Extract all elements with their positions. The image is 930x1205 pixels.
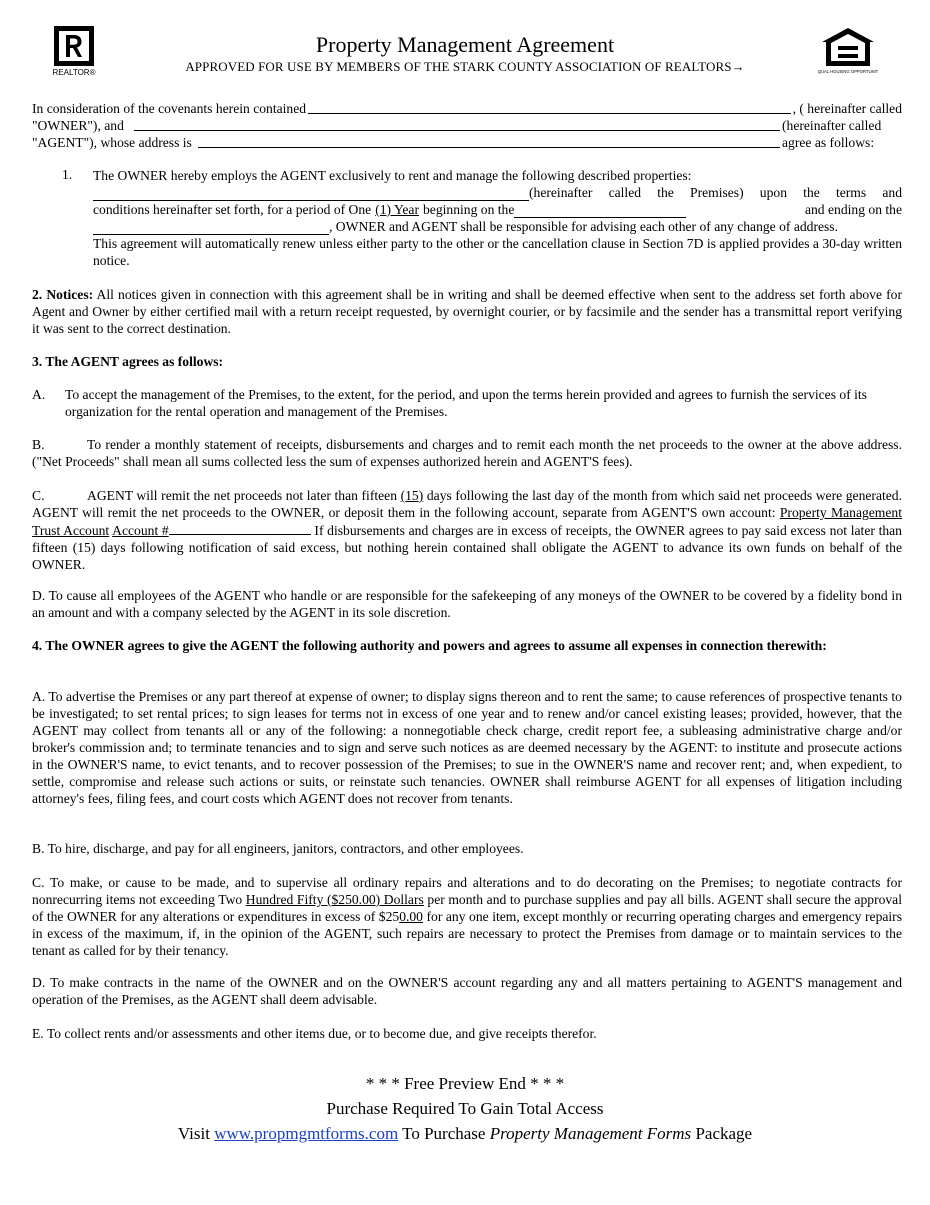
- section-4-b-label: B.: [32, 841, 45, 856]
- approval-limit: 0.00: [399, 909, 423, 924]
- section-4-d: [32, 974, 902, 1008]
- account-number-field[interactable]: [169, 521, 311, 535]
- section-3-b-text: To render a monthly statement of receipts, disbursements and charges and to remit each month the net proceeds to the owner at the above address. ("Net Proceeds" shall mean all sums collected less the sum of expenses authorized herein and AGENT'S fees).: [32, 437, 902, 469]
- intro-line-2: [32, 117, 902, 134]
- section-2-text: All notices given in connection with this agreement shall be in writing and shall be deemed effective when sent to the address set forth above for Agent and Owner by either certified mail with a return receipt requested, by overnight courier, or by facsimile and the sender has a transmittal report verifying it was sent to the correct destination.: [32, 287, 902, 336]
- purchase-line: [0, 1121, 930, 1146]
- preview-end-text: * * * Free Preview End * * *: [365, 1074, 565, 1093]
- section-1-line3-a: conditions hereinafter set forth, for a period of One: [93, 202, 372, 217]
- section-4-c-text-1: To make, or cause to be made, and to supervise all ordinary repairs and alterations and to do decorating on the Premises; to negotiate contracts for nonrecurring items not exceeding Two: [32, 875, 902, 907]
- section-3-c-text-1: AGENT will remit the net proceeds not later than fifteen: [87, 488, 397, 503]
- start-date-field[interactable]: [514, 204, 686, 218]
- intro-line3-start: "AGENT"), whose address is: [32, 135, 192, 150]
- intro-line1-start: In consideration of the covenants herein contained: [32, 101, 307, 116]
- section-3-c-text-3: If disbursements and charges are in excess of receipts, the OWNER agrees to pay said excess not later than fifteen (15) days following notification of said excess, but nothing herein contained shall obligate the AGENT to advance its own funds on behalf of the OWNER.: [32, 523, 902, 572]
- agent-name-field[interactable]: [134, 117, 780, 131]
- intro-line-1: [32, 100, 902, 117]
- to-purchase-text: To Purchase: [402, 1124, 486, 1143]
- propmgmtforms-link[interactable]: www.propmgmtforms.com: [214, 1124, 399, 1143]
- intro-line-3: [32, 134, 902, 151]
- section-4-d-text: To make contracts in the name of the OWNER and on the OWNER'S account regarding any and all matters pertaining to AGENT'S management and operation of the Premises, as the AGENT shall deem advisable.: [32, 975, 902, 1007]
- agent-address-field[interactable]: [198, 134, 780, 148]
- owner-name-field[interactable]: [308, 100, 791, 114]
- section-1-number: 1.: [62, 167, 73, 182]
- section-4-c-text-3: for any one item, except monthly or recurring operating charges and emergency repairs in excess of the maximum, if, in the opinion of the AGENT, such repairs are necessary to protect the Premises from damage or to maintain services to the tenant as called for by their tenancy.: [32, 909, 902, 958]
- nonrecurring-limit: Hundred Fifty ($250.00) Dollars: [245, 892, 424, 907]
- section-3-a-label: A.: [32, 387, 46, 402]
- intro-line3-end: agree as follows:: [782, 135, 875, 150]
- equal-housing-text: EQUAL HOUSING OPPORTUNITY: [818, 69, 878, 74]
- section-3-c-text-2: days following the last day of the month from which said net proceeds were generated. AGENT will remit the net proceeds to the OWNER, or deposit them in the following account, separate from AGENT'S own account:: [32, 488, 902, 520]
- document-title: Property Management Agreement: [315, 32, 615, 57]
- section-3-d: [32, 587, 902, 621]
- purchase-required-text: Purchase Required To Gain Total Access: [326, 1099, 604, 1118]
- section-4-a: [32, 688, 902, 807]
- intro-line2-start: "OWNER"), and: [32, 118, 124, 133]
- section-1-line-2: [93, 184, 902, 201]
- section-3-a-text: To accept the management of the Premises, to the extent, for the period, and upon the terms herein provided and agrees to furnish the services of its organization for the rental operation and management of the Premises.: [65, 387, 867, 419]
- section-1: [93, 167, 902, 269]
- section-4-c: [32, 874, 902, 959]
- end-date-field[interactable]: [93, 221, 329, 235]
- preview-footer: [0, 1071, 930, 1146]
- section-2: [32, 286, 902, 337]
- section-4-d-label: D.: [32, 975, 46, 990]
- agreement-period: (1) Year: [375, 202, 419, 217]
- package-text: Package: [695, 1124, 753, 1143]
- section-3-b-label: B.: [32, 437, 45, 452]
- intro-line1-end: , ( hereinafter called: [792, 101, 902, 116]
- section-1-line4-end: , OWNER and AGENT shall be responsible for advising each other of any change of address.: [329, 219, 838, 234]
- document-subtitle: APPROVED FOR USE BY MEMBERS OF THE STARK COUNTY ASSOCIATION OF REALTORS→: [185, 59, 745, 74]
- section-4-e: [32, 1025, 902, 1042]
- section-4-heading: 4. The OWNER agrees to give the AGENT the following authority and powers and agrees to assume all expenses in connection therewith:: [32, 638, 827, 653]
- section-4-b: [32, 840, 902, 857]
- realtor-logo-text: REALTOR®: [52, 68, 96, 77]
- section-4-e-text: To collect rents and/or assessments and other items due, or to become due, and give receipts therefor.: [46, 1026, 597, 1041]
- section-1-line3-c: and ending on the: [804, 202, 902, 217]
- section-3-c-label: C.: [32, 488, 45, 503]
- premises-description-field[interactable]: [93, 187, 529, 201]
- forms-package-name: Property Management Forms: [489, 1124, 692, 1143]
- section-3-b: [32, 436, 902, 470]
- section-1-line-4: [93, 218, 902, 235]
- section-3-d-text: To cause all employees of the AGENT who handle or are responsible for the safekeeping of any moneys of the OWNER to be covered by a fidelity bond in an amount and with a company selected by the AGENT in its sole discretion.: [32, 588, 902, 620]
- section-3-a: [32, 386, 902, 420]
- section-4-c-label: C.: [32, 875, 45, 890]
- visit-text: Visit: [177, 1124, 210, 1143]
- section-3-c: [32, 487, 902, 573]
- section-4-a-text: To advertise the Premises or any part thereof at expense of owner; to display signs thereon and to rent the same; to cause references of prospective tenants to be investigated; to set rental prices; to sign leases for terms not in excess of one year and to renew and/or cancel existing leases; provided, however, that the AGENT may collect from tenants all or any of the following: a nonnegotiable check charge, credit report fee, a subleasing administrative charge and/or broker's commission and; to terminate tenancies and to sign and serve such notices as are deemed necessary by the AGENT: to institute and prosecute actions in the OWNER'S name, to evict tenants, and to recover possession of the Premises; to sue in the OWNER'S name and recover rent; and, when expedient, to settle, compromise and release such actions or suits, or reinstate such tenancies. OWNER shall reimburse AGENT for all expenses of litigation including attorney's fees, filing fees, and court costs which AGENT does not recover from tenants.: [32, 689, 902, 806]
- section-3-d-label: D.: [32, 588, 46, 603]
- section-1-line-5: This agreement will automatically renew unless either party to the other or the cancellation clause in Section 7D is applied provides a 30-day written notice.: [93, 236, 902, 268]
- section-3-heading: 3. The AGENT agrees as follows:: [32, 354, 224, 369]
- account-number-label: Account #: [112, 523, 169, 538]
- section-1-line-3: [93, 201, 902, 218]
- intro-line2-end: (hereinafter called: [782, 118, 882, 133]
- section-4-c-text-2: per month and to purchase supplies and pay all bills. AGENT shall secure the approval of the OWNER for any alterations or expenditures in excess of $25: [32, 892, 902, 924]
- section-4-a-label: A.: [32, 689, 46, 704]
- section-1-line3-b: beginning on the: [423, 202, 515, 217]
- remit-days: (15): [400, 488, 424, 503]
- section-2-label: 2. Notices:: [32, 287, 94, 302]
- section-1-line2-end: (hereinafter called the Premises) upon the terms and: [529, 185, 902, 200]
- section-4-b-text: To hire, discharge, and pay for all engineers, janitors, contractors, and other employees.: [47, 841, 524, 856]
- section-1-line-1: The OWNER hereby employs the AGENT exclusively to rent and manage the following described properties:: [93, 168, 692, 183]
- trust-account-name: Property Management Trust Account: [32, 505, 902, 538]
- section-4-e-label: E.: [32, 1026, 44, 1041]
